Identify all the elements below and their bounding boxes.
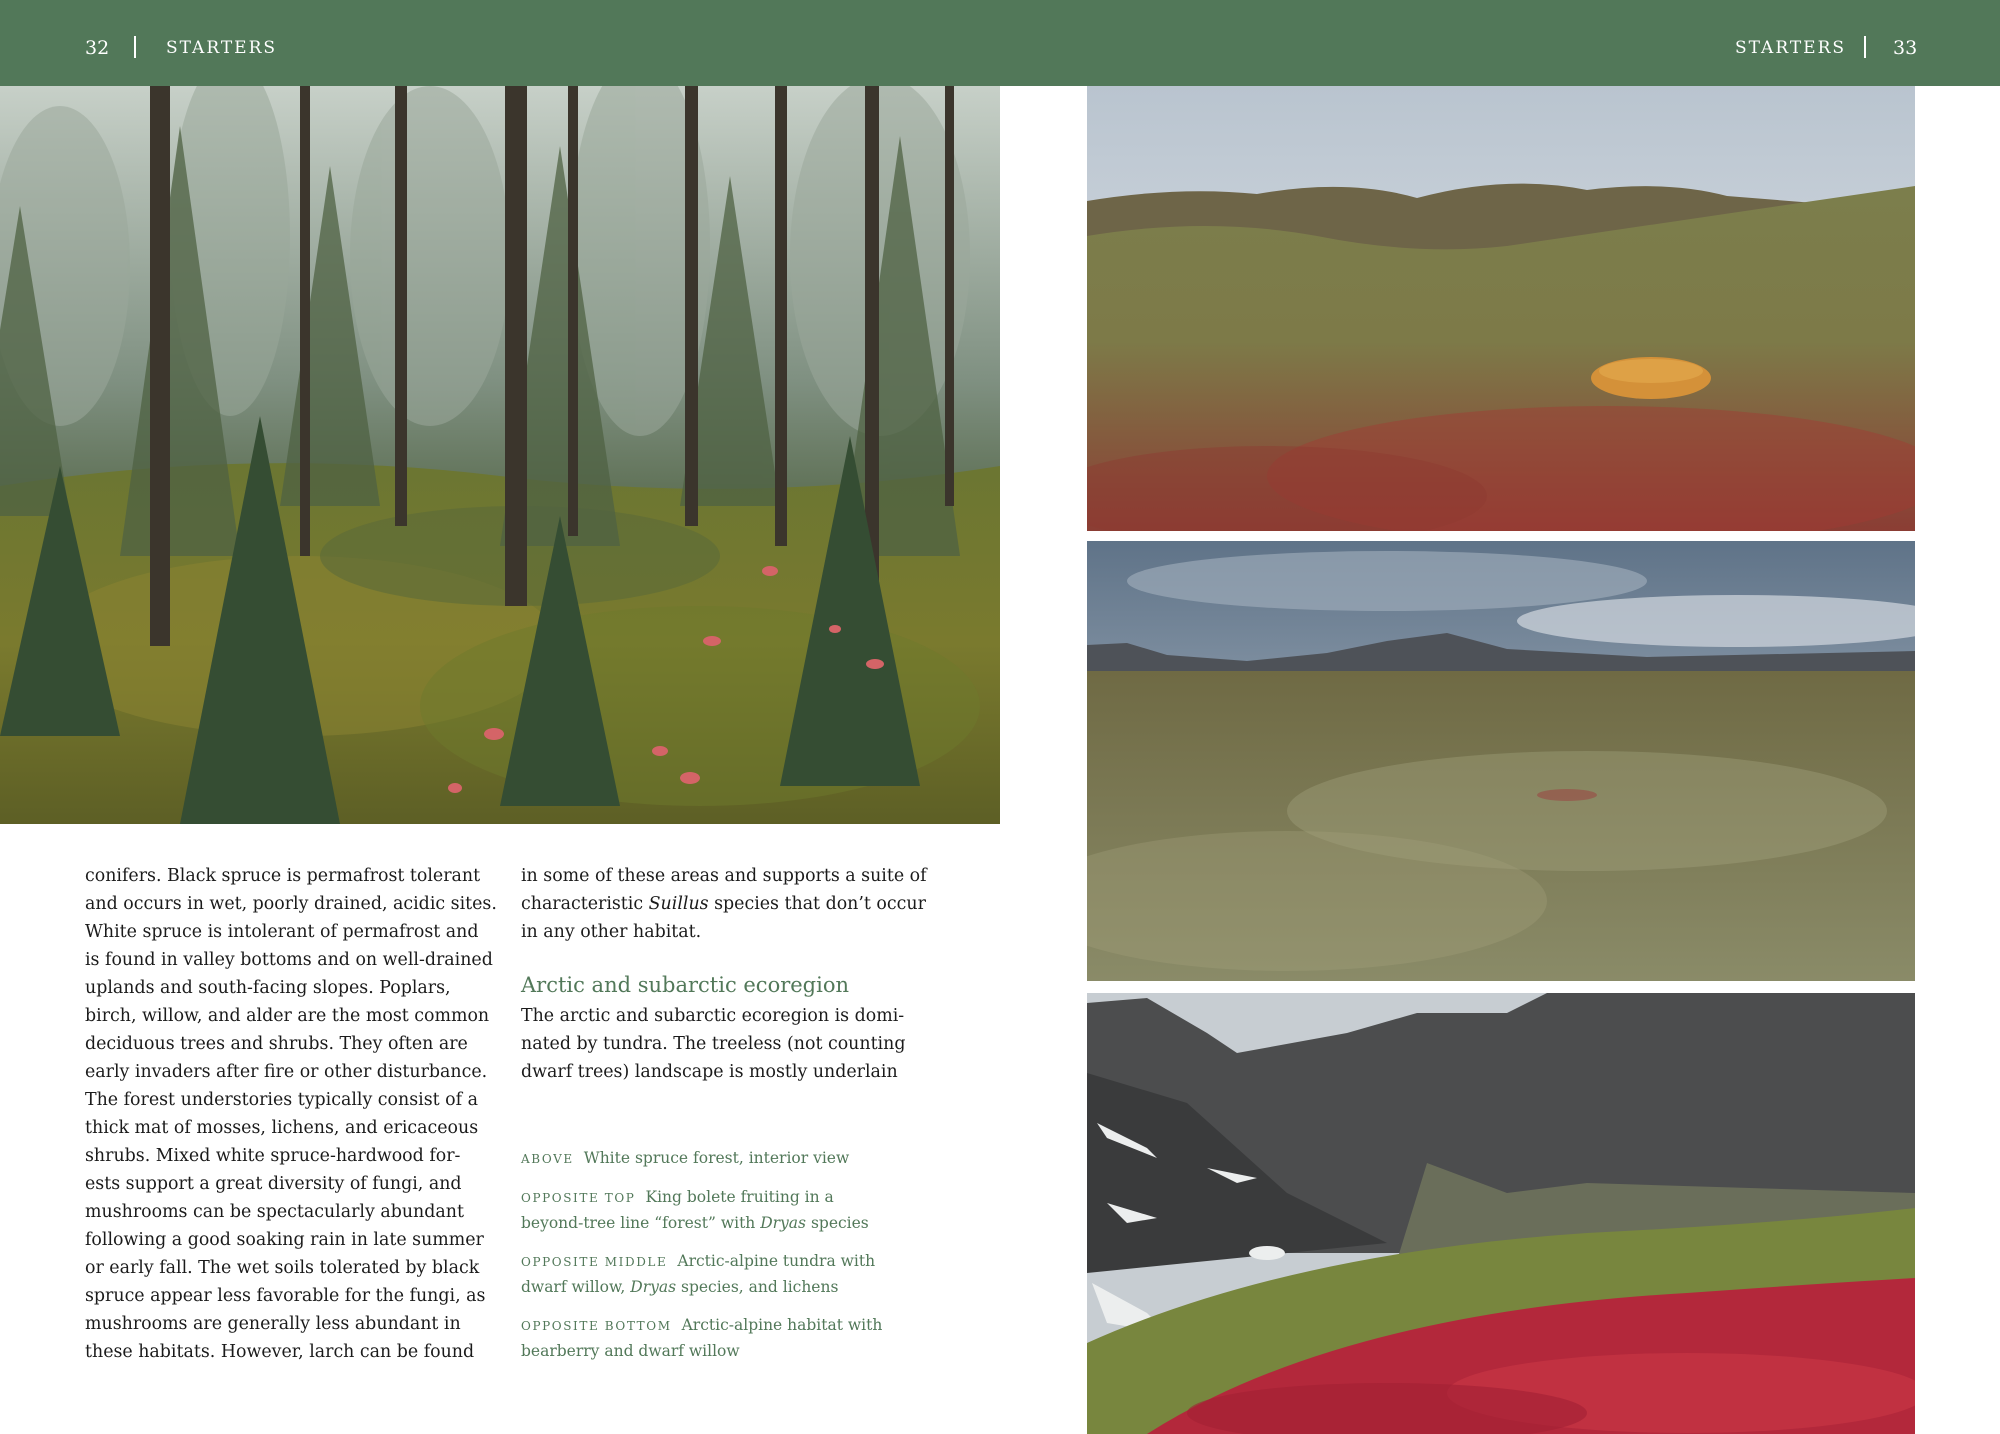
caption-label: OPPOSITE MIDDLE bbox=[521, 1254, 668, 1269]
caption-text: King bolete fruiting in a bbox=[645, 1187, 834, 1206]
body-line: in any other habitat. bbox=[521, 922, 702, 942]
caption-label: OPPOSITE TOP bbox=[521, 1190, 636, 1205]
caption-text: dwarf willow, bbox=[521, 1278, 631, 1296]
body-line: early invaders after fire or other disturbance. bbox=[85, 1062, 488, 1082]
tundra-plain-photo bbox=[1087, 541, 1915, 981]
body-column-2 bbox=[521, 862, 927, 946]
body-line: dwarf trees) landscape is mostly underlain bbox=[521, 1062, 898, 1082]
body-line: shrubs. Mixed white spruce-hardwood for- bbox=[85, 1146, 461, 1166]
alpine-mountain-photo bbox=[1087, 993, 1915, 1434]
forest-photo bbox=[0, 86, 1000, 824]
body-line: ests support a great diversity of fungi, and bbox=[85, 1174, 462, 1194]
body-line: nated by tundra. The treeless (not counting bbox=[521, 1034, 906, 1054]
body-column-2-continued bbox=[521, 1002, 905, 1086]
caption-label: ABOVE bbox=[521, 1152, 574, 1166]
body-line: spruce appear less favorable for the fungi, as bbox=[85, 1286, 486, 1306]
tundra-bolete-photo bbox=[1087, 86, 1915, 531]
body-text: species that don’t occur bbox=[708, 894, 926, 914]
body-line: following a good soaking rain in late summer bbox=[85, 1230, 484, 1250]
left-section-title: STARTERS bbox=[166, 38, 278, 58]
right-section-title: STARTERS bbox=[1735, 38, 1847, 58]
body-line: in some of these areas and supports a suite of bbox=[521, 866, 927, 886]
genus-name: Dryas bbox=[630, 1278, 677, 1296]
caption-opposite-top bbox=[521, 1185, 921, 1237]
caption-text: beyond-tree line “forest” with bbox=[521, 1214, 761, 1232]
body-line: White spruce is intolerant of permafrost and bbox=[85, 922, 479, 942]
body-line: mushrooms can be spectacularly abundant bbox=[85, 1202, 464, 1222]
caption-text: species, and lichens bbox=[676, 1278, 839, 1296]
body-line: deciduous trees and shrubs. They often are bbox=[85, 1034, 468, 1054]
body-line: The forest understories typically consist of a bbox=[85, 1090, 478, 1110]
caption-text: White spruce forest, interior view bbox=[583, 1149, 850, 1167]
right-page-number: 33 bbox=[1893, 37, 1918, 59]
body-line: and occurs in wet, poorly drained, acidic sites. bbox=[85, 894, 497, 914]
body-text: characteristic bbox=[521, 894, 649, 914]
genus-name: Suillus bbox=[648, 894, 709, 914]
photo-captions bbox=[521, 1146, 921, 1377]
body-line: thick mat of mosses, lichens, and ericaceous bbox=[85, 1118, 479, 1138]
caption-opposite-middle bbox=[521, 1249, 921, 1301]
caption-above bbox=[521, 1146, 921, 1173]
right-header-divider bbox=[1864, 36, 1866, 58]
body-line: birch, willow, and alder are the most common bbox=[85, 1006, 490, 1026]
caption-label: OPPOSITE BOTTOM bbox=[521, 1318, 672, 1333]
body-line: uplands and south-facing slopes. Poplars, bbox=[85, 978, 451, 998]
caption-text: species bbox=[806, 1214, 869, 1232]
section-heading: Arctic and subarctic ecoregion bbox=[521, 973, 850, 997]
left-page-number: 32 bbox=[85, 37, 110, 59]
body-line: is found in valley bottoms and on well-drained bbox=[85, 950, 493, 970]
body-line: The arctic and subarctic ecoregion is domi- bbox=[521, 1006, 905, 1026]
body-line bbox=[521, 890, 927, 918]
caption-text: Arctic-alpine tundra with bbox=[677, 1251, 876, 1270]
caption-text: bearberry and dwarf willow bbox=[521, 1342, 740, 1360]
body-line: or early fall. The wet soils tolerated by black bbox=[85, 1258, 480, 1278]
body-column-1 bbox=[85, 862, 497, 1366]
body-line: these habitats. However, larch can be found bbox=[85, 1342, 475, 1362]
left-header-divider bbox=[134, 36, 136, 58]
caption-opposite-bottom bbox=[521, 1313, 921, 1365]
caption-text: Arctic-alpine habitat with bbox=[681, 1315, 883, 1334]
genus-name: Dryas bbox=[760, 1214, 807, 1232]
body-line: mushrooms are generally less abundant in bbox=[85, 1314, 461, 1334]
body-line: conifers. Black spruce is permafrost tolerant bbox=[85, 866, 481, 886]
header-band bbox=[0, 0, 2000, 86]
